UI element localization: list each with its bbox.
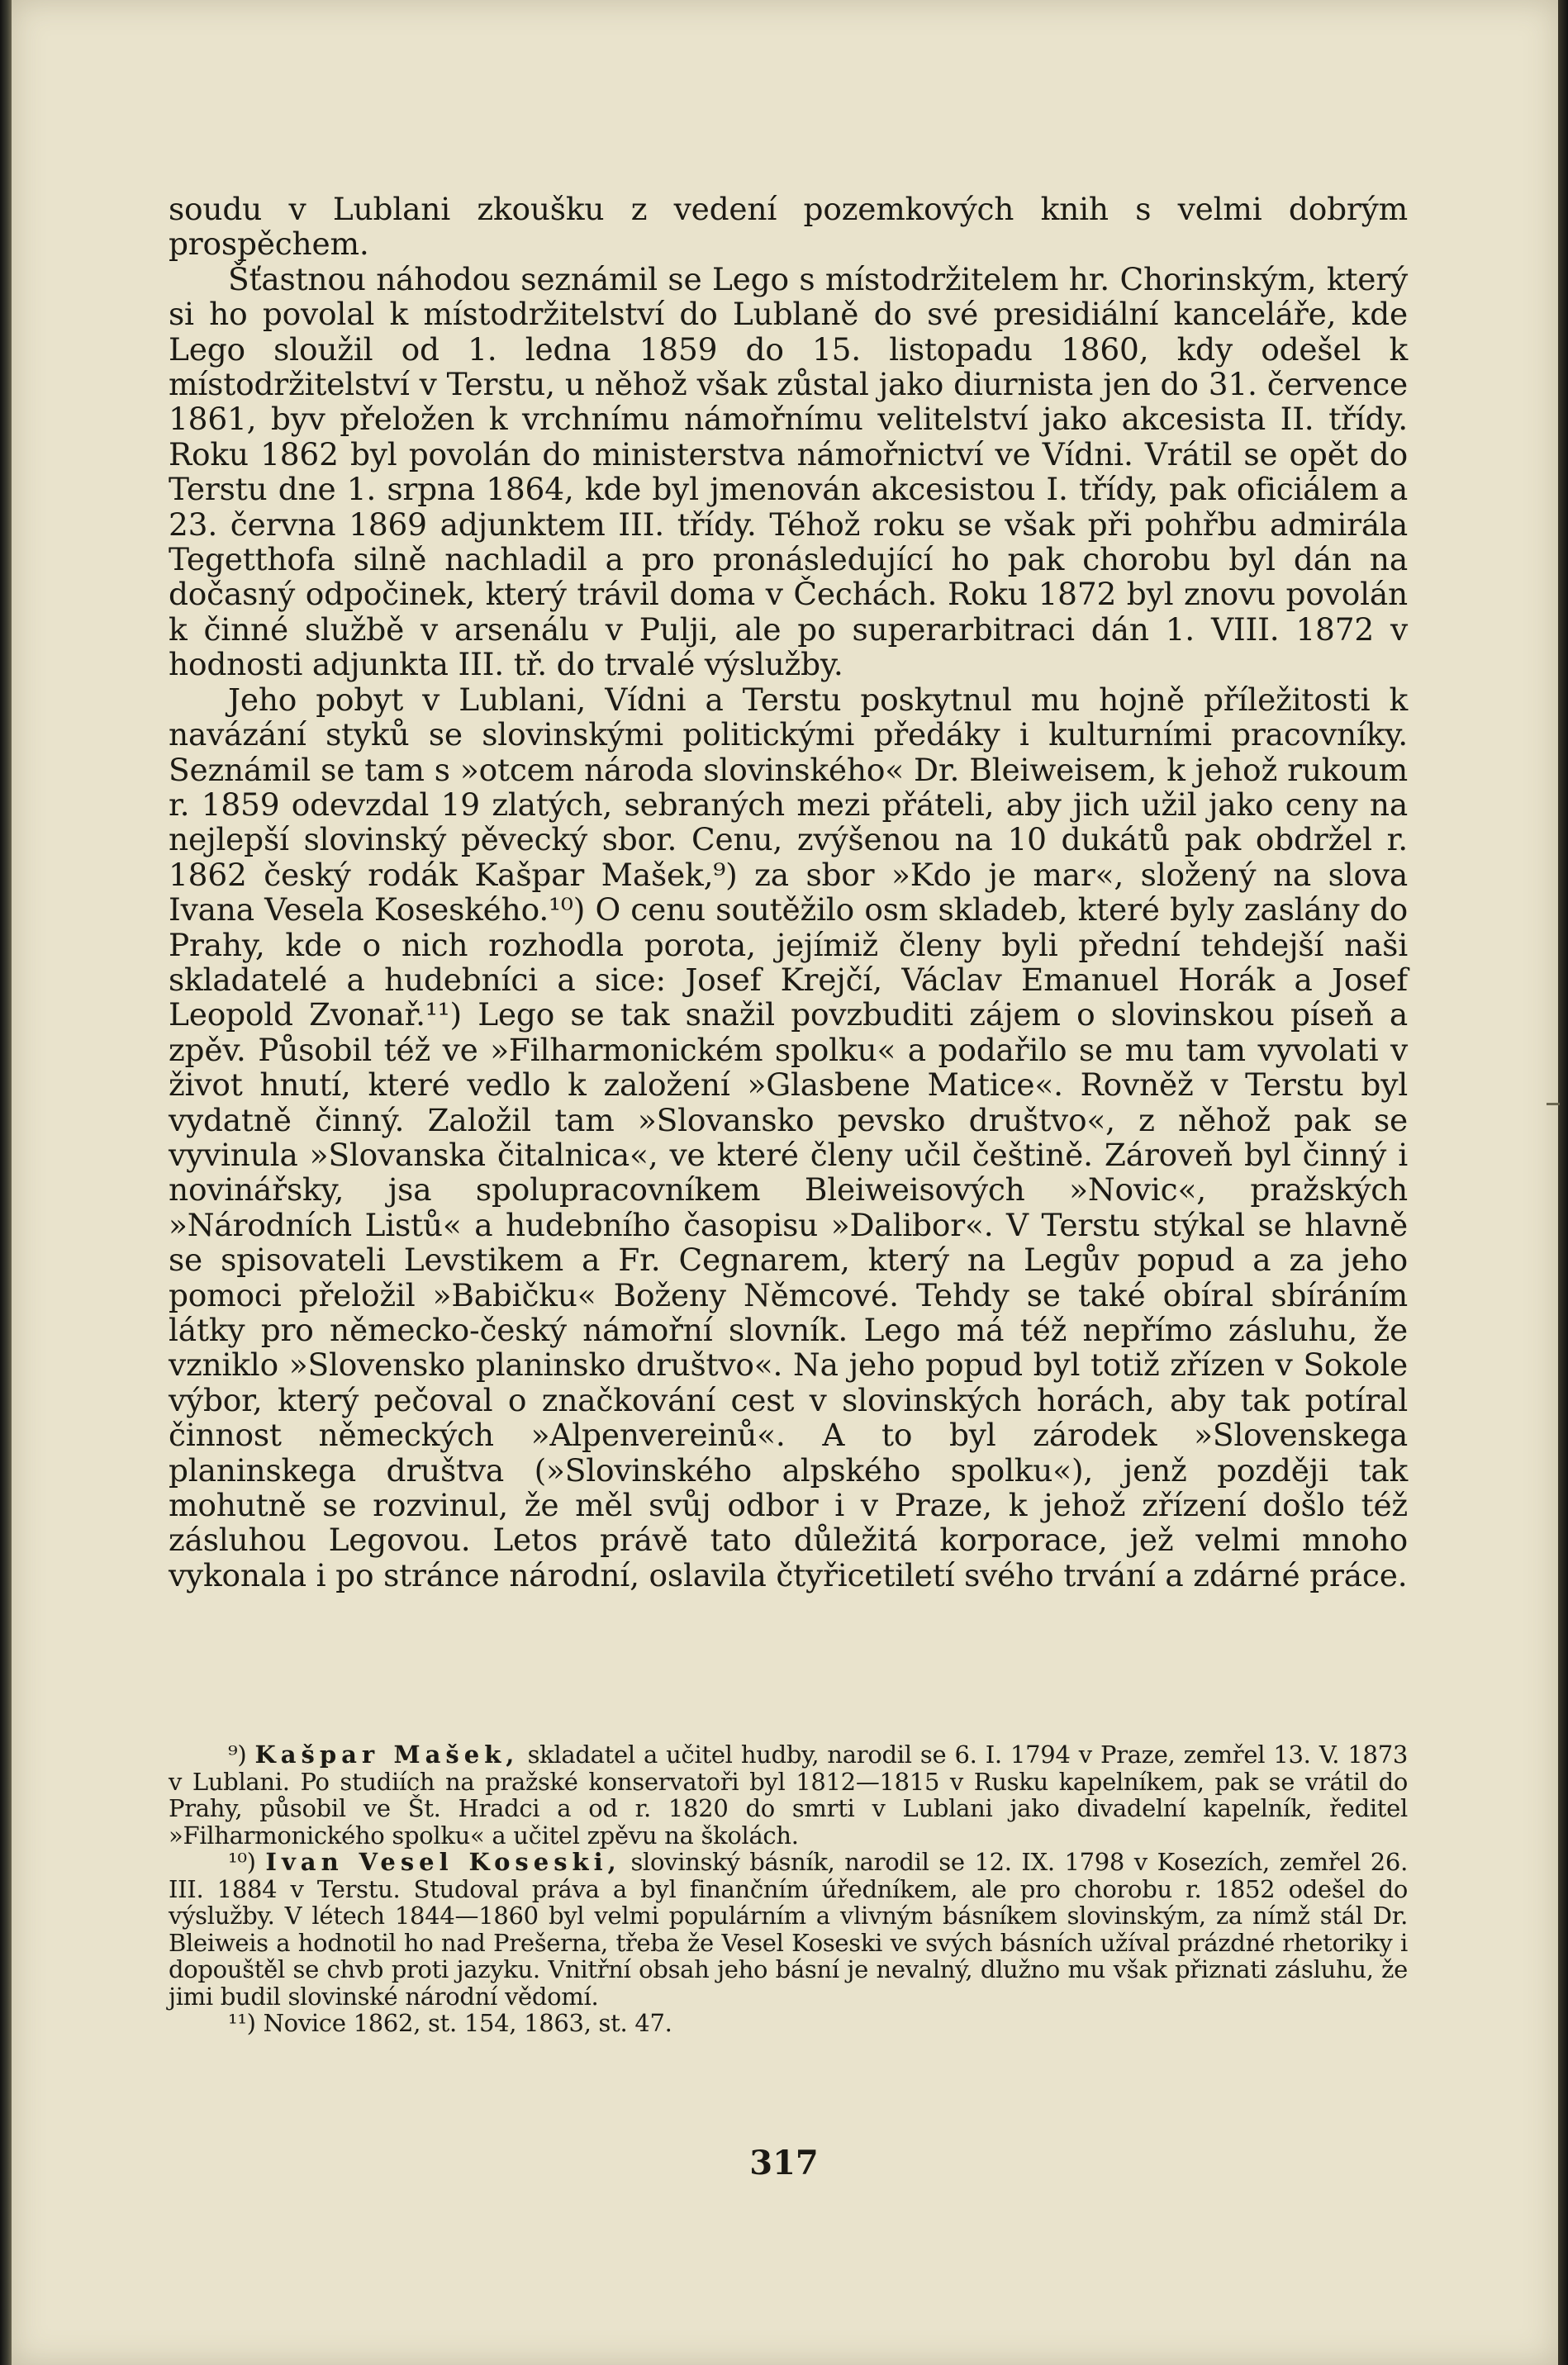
footnote-9-mark: ⁹) [228, 1741, 247, 1769]
footnote-10 [169, 1849, 1408, 2010]
main-text [169, 192, 1408, 1593]
footnote-9-name: Kašpar Mašek, [254, 1741, 520, 1769]
paragraph-continued: soudu v Lublani zkoušku z vedení pozemkových knih s velmi dobrým prospěchem. [169, 191, 1408, 263]
footnotes [169, 1741, 1408, 2037]
footnote-11 [169, 2010, 1408, 2037]
paragraph-activity: Jeho pobyt v Lublani, Vídni a Terstu poskytnul mu hojně příležitosti k navázání styků se slovinskými politickými předáky i kulturními pracovníky. Seznámil se tam s »otcem národa slovinského« Dr. Bleiweisem, k jehož rukoum r. 1859 odevzdal 19 zlatých, sebraných mezi přáteli, aby jich užil jako ceny na nejlepší slovinský pěvecký sbor. Cenu, zvýšenou na 10 dukátů pak obdržel r. 1862 český rodák Kašpar Mašek,⁹) za sbor »Kdo je mar«, složený na slova Ivana Vesela Koseského.¹⁰) O cenu soutěžilo osm skladeb, které byly zaslány do Prahy, kde o nich rozhodla porota, jejímiž členy byli přední tehdejší naši skladatelé a hudebníci a sice: Josef Krejčí, Václav Emanuel Horák a Josef Leopold Zvonař.¹¹) Lego se tak snažil povzbuditi zájem o slovinskou píseň a zpěv. Působil též ve »Filharmonickém spolku« a podařilo se mu tam vyvolati v život hnutí, které vedlo k založení »Glasbene Matice«. Rovněž v Terstu byl vydatně činný. Založil tam »Slovansko pevsko društvo«, z něhož pak se vyvinula »Slovanska čitalnica«, ve které členy učil češtině. Zároveň byl činný i novinářsky, jsa spolupracovníkem Bleiweisových »Novic«, pražských »Národních Listů« a hudebního časopisu »Dalibor«. V Terstu stýkal se hlavně se spisovateli Levstikem a Fr. Cegnarem, který na Legův popud a za jeho pomoci přeložil »Babičku« Boženy Němcové. Tehdy se také obíral sbíráním látky pro německo-český námořní slovník. Lego má též nepřímo zásluhu, že vzniklo »Slovensko planinsko društvo«. Na jeho popud byl totiž zřízen v Sokole výbor, který pečoval o značkování cest v slovinských horách, aby tak potíral činnost německých »Alpenvereinů«. A to byl zárodek »Slovenskega planinskega društva (»Slovinského alpského spolku«), jenž později tak mohutně se rozvinul, že měl svůj odbor i v Praze, k jehož zřízení došlo též zásluhou Legovou. Letos právě tato důležitá korporace, jež velmi mnoho vykonala i po stránce národní, oslavila čtyřicetiletí svého trvání a zdárné práce. [169, 681, 1408, 1593]
footnote-11-mark: ¹¹) [228, 2009, 256, 2037]
paragraph-career: Šťastnou náhodou seznámil se Lego s místodržitelem hr. Chorinským, který si ho povolal k místodržitelství do Lublaně do své presidiální kanceláře, kde Lego sloužil od 1. ledna 1859 do 15. listopadu 1860, kdy odešel k místodržitelství v Terstu, u něhož však zůstal jako diurnista jen do 31. července 1861, byv přeložen k vrchnímu námořnímu velitelství jako akcesista II. třídy. Roku 1862 byl povolán do ministerstva námořnictví ve Vídni. Vrátil se opět do Terstu dne 1. srpna 1864, kde byl jmenován akcesistou I. třídy, pak oficiálem a 23. června 1869 adjunktem III. třídy. Téhož roku se však při pohřbu admirála Tegetthofa silně nachladil a pro pronásledující ho pak chorobu byl dán na dočasný odpočinek, který trávil doma v Čechách. Roku 1872 byl znovu povolán k činné službě v arsenálu v Pulji, ale po superarbitraci dán 1. VIII. 1872 v hodnosti adjunkta III. tř. do trvalé výslužby. [169, 260, 1408, 683]
footnote-9 [169, 1741, 1408, 1849]
margin-mark [1547, 1103, 1560, 1105]
page-right-edge [1558, 0, 1568, 2365]
binding-edge [0, 0, 12, 2365]
footnote-10-mark: ¹⁰) [228, 1848, 256, 1876]
footnote-10-text: slovinský básník, narodil se 12. IX. 1798 v Kosezích, zemřel 26. III. 1884 v Terstu. Studoval práva a byl finančním úředníkem, ale pro chorobu r. 1852 odešel do výslužby. V létech 1844—1860 byl velmi populárním a vlivným básníkem slovinským, za nímž stál Dr. Bleiweis a hodnotil ho nad Prešerna, třeba že Vesel Koseski ve svých básních užíval prázdné rhetoriky i dopouštěl se chvb proti jazyku. Vnitřní obsah jeho básní je nevalný, dlužno mu však přiznati zásluhu, že jimi budil slovinské národní vědomí. [169, 1848, 1409, 2011]
footnote-9-text: skladatel a učitel hudby, narodil se 6. I. 1794 v Praze, zemřel 13. V. 1873 v Lublani. Po studiích na pražské konservatoři byl 1812—1815 v Rusku kapelníkem, pak se vrátil do Prahy, působil ve Št. Hradci a od r. 1820 do smrti v Lublani jako divadelní kapelník, ředitel »Filharmonického spolku« a učitel zpěvu na školách. [169, 1741, 1408, 1850]
page-number: 317 [749, 2144, 819, 2182]
footnote-11-text: Novice 1862, st. 154, 1863, st. 47. [263, 2009, 672, 2037]
footnote-10-name: Ivan Vesel Koseski, [265, 1848, 621, 1876]
